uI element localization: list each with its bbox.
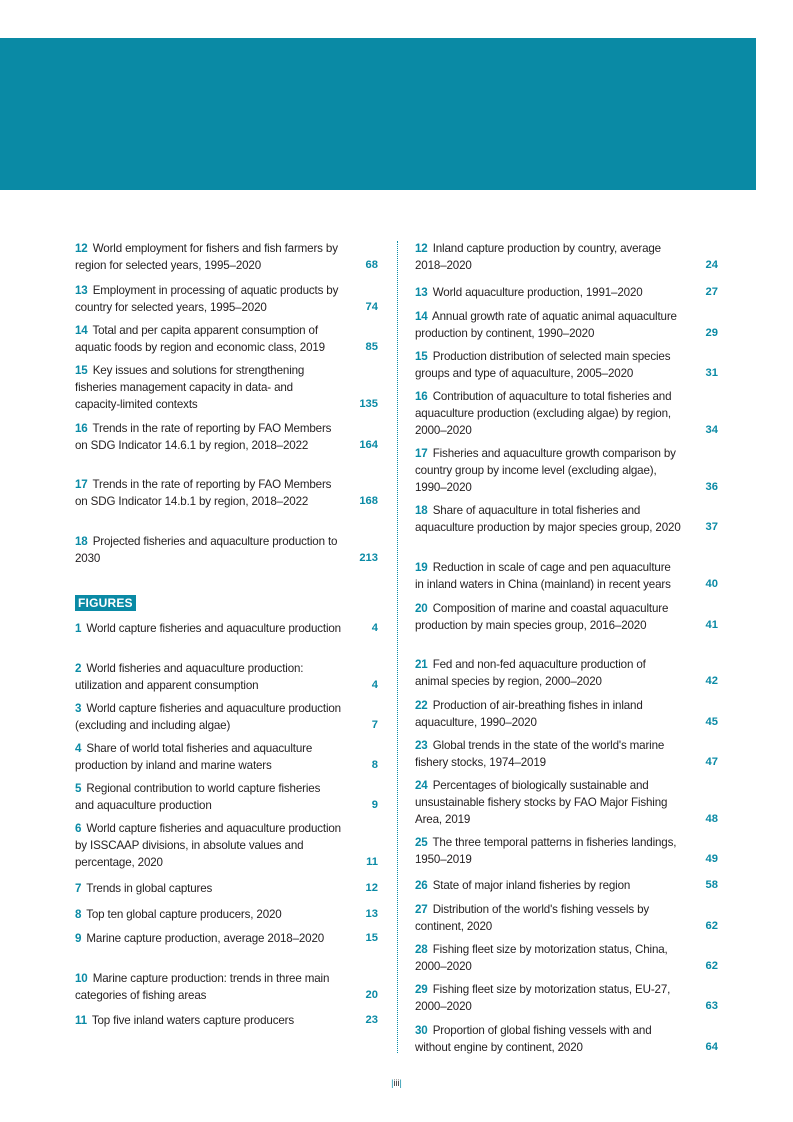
toc-entry-figure-18[interactable] xyxy=(415,502,718,536)
entry-title: The three temporal patterns in fisheries landings, 1950–2019 xyxy=(415,836,677,866)
entry-title: Projected fisheries and aquaculture production to 2030 xyxy=(75,535,338,565)
entry-title: Share of aquaculture in total fisheries and aquaculture production by major species group, 2020 xyxy=(415,504,681,534)
toc-entry-table-17[interactable] xyxy=(75,476,378,510)
toc-entry-figure-19[interactable] xyxy=(415,559,718,593)
entry-title: Production of air-breathing fishes in inland aquaculture, 1990–2020 xyxy=(415,699,643,729)
entry-title: World employment for fishers and fish farmers by region for selected years, 1995–2020 xyxy=(75,242,338,272)
toc-entry-figure-3[interactable] xyxy=(75,700,378,734)
entry-title: Regional contribution to world capture fisheries and aquaculture production xyxy=(75,782,321,812)
header-banner xyxy=(0,38,756,190)
toc-entry-figure-14[interactable] xyxy=(415,308,718,342)
entry-title: World capture fisheries and aquaculture production xyxy=(86,622,341,635)
entry-title: Marine capture production: trends in three main categories of fishing areas xyxy=(75,972,330,1002)
entry-page: 85 xyxy=(365,341,378,353)
entry-number: 12 xyxy=(415,242,428,255)
entry-page: 64 xyxy=(705,1041,718,1053)
entry-title: Key issues and solutions for strengthening fisheries management capacity in data- and capacity-limited contexts xyxy=(75,364,305,411)
toc-entry-table-18[interactable] xyxy=(75,533,378,567)
entry-page: 74 xyxy=(365,301,378,313)
entry-page: 41 xyxy=(705,619,718,631)
entry-page: 62 xyxy=(705,960,718,972)
entry-number: 18 xyxy=(75,535,88,548)
entry-title: Annual growth rate of aquatic animal aquaculture production by continent, 1990–2020 xyxy=(415,310,677,340)
entry-title: World aquaculture production, 1991–2020 xyxy=(432,286,643,299)
entry-number: 15 xyxy=(415,350,428,363)
entry-title: Employment in processing of aquatic products by country for selected years, 1995–2020 xyxy=(75,284,339,314)
entry-number: 4 xyxy=(75,742,82,755)
toc-entry-figure-22[interactable] xyxy=(415,697,718,731)
entry-title: Production distribution of selected main species groups and type of aquaculture, 2005–2020 xyxy=(415,350,671,380)
entry-number: 2 xyxy=(75,662,82,675)
entry-title: Trends in the rate of reporting by FAO Members on SDG Indicator 14.b.1 by region, 2018–2022 xyxy=(75,478,332,508)
entry-title: Composition of marine and coastal aquaculture production by main species group, 2016–2020 xyxy=(415,602,669,632)
entry-number: 16 xyxy=(415,390,428,403)
toc-entry-figure-25[interactable] xyxy=(415,834,718,868)
entry-page: 40 xyxy=(705,578,718,590)
entry-number: 8 xyxy=(75,908,82,921)
entry-page: 48 xyxy=(705,813,718,825)
entry-page: 213 xyxy=(359,552,378,564)
entry-page: 13 xyxy=(365,908,378,920)
toc-entry-figure-23[interactable] xyxy=(415,737,718,771)
entry-title: Share of world total fisheries and aquaculture production by inland and marine waters xyxy=(75,742,313,772)
entry-page: 7 xyxy=(371,719,378,731)
toc-entry-figure-29[interactable] xyxy=(415,981,718,1015)
entry-number: 28 xyxy=(415,943,428,956)
toc-entry-table-14[interactable] xyxy=(75,322,378,356)
entry-number: 10 xyxy=(75,972,88,985)
entry-title: Top ten global capture producers, 2020 xyxy=(86,908,282,921)
toc-entry-figure-13[interactable] xyxy=(415,284,718,301)
entry-page: 31 xyxy=(705,367,718,379)
toc-entry-figure-20[interactable] xyxy=(415,600,718,634)
page-footer xyxy=(0,1077,793,1089)
footer-bar-right: | xyxy=(399,1078,402,1088)
column-divider xyxy=(397,241,398,1053)
entry-page: 164 xyxy=(359,439,378,451)
entry-number: 3 xyxy=(75,702,82,715)
page-number: iii xyxy=(393,1078,400,1088)
entry-title: Reduction in scale of cage and pen aquaculture in inland waters in China (mainland) in recent years xyxy=(415,561,671,591)
entry-page: 27 xyxy=(705,286,718,298)
entry-page: 23 xyxy=(365,1014,378,1026)
entry-page: 11 xyxy=(366,856,378,868)
toc-entry-figure-24[interactable] xyxy=(415,777,718,828)
entry-number: 17 xyxy=(75,478,88,491)
entry-title: Fisheries and aquaculture growth comparison by country group by income level (excluding algae), 1990–2020 xyxy=(415,447,676,494)
toc-entry-figure-15[interactable] xyxy=(415,348,718,382)
entry-number: 9 xyxy=(75,932,82,945)
entry-number: 29 xyxy=(415,983,428,996)
entry-number: 23 xyxy=(415,739,428,752)
entry-page: 4 xyxy=(371,622,378,634)
toc-entry-figure-28[interactable] xyxy=(415,941,718,975)
entry-page: 34 xyxy=(705,424,718,436)
entry-page: 49 xyxy=(705,853,718,865)
entry-page: 8 xyxy=(371,759,378,771)
entry-number: 1 xyxy=(75,622,82,635)
toc-entry-figure-1[interactable] xyxy=(75,620,378,637)
entry-title: World capture fisheries and aquaculture production by ISSCAAP divisions, in absolute values and percentage, 2020 xyxy=(75,822,341,869)
toc-entry-table-13[interactable] xyxy=(75,282,378,316)
entry-number: 25 xyxy=(415,836,428,849)
entry-title: World capture fisheries and aquaculture production (excluding and including algae) xyxy=(75,702,341,732)
entry-page: 4 xyxy=(371,679,378,691)
toc-entry-figure-7[interactable] xyxy=(75,880,378,897)
entry-title: Proportion of global fishing vessels with and without engine by continent, 2020 xyxy=(415,1024,652,1054)
entry-title: World fisheries and aquaculture production: utilization and apparent consumption xyxy=(75,662,304,692)
entry-title: Marine capture production, average 2018–2020 xyxy=(86,932,325,945)
entry-number: 15 xyxy=(75,364,88,377)
toc-entry-figure-16[interactable] xyxy=(415,388,718,439)
entry-page: 9 xyxy=(371,799,378,811)
entry-number: 11 xyxy=(75,1014,87,1027)
entry-title: Total and per capita apparent consumption of aquatic foods by region and economic class, 2019 xyxy=(75,324,325,354)
section-heading-figures: FIGURES xyxy=(75,595,136,611)
entry-page: 47 xyxy=(705,756,718,768)
entry-page: 168 xyxy=(359,495,378,507)
toc-entry-table-16[interactable] xyxy=(75,420,378,454)
entry-page: 29 xyxy=(705,327,718,339)
toc-entry-figure-27[interactable] xyxy=(415,901,718,935)
entry-page: 68 xyxy=(365,259,378,271)
entry-number: 6 xyxy=(75,822,82,835)
toc-entry-figure-12[interactable] xyxy=(415,240,718,274)
entry-number: 21 xyxy=(415,658,428,671)
entry-page: 20 xyxy=(365,989,378,1001)
toc-entry-figure-5[interactable] xyxy=(75,780,378,814)
entry-title: Contribution of aquaculture to total fisheries and aquaculture production (excluding algae) by region, 2000–2020 xyxy=(415,390,672,437)
entry-number: 7 xyxy=(75,882,82,895)
entry-number: 24 xyxy=(415,779,428,792)
entry-number: 14 xyxy=(75,324,88,337)
entry-page: 15 xyxy=(365,932,378,944)
entry-page: 12 xyxy=(365,882,378,894)
entry-title: Global trends in the state of the world's marine fishery stocks, 1974–2019 xyxy=(415,739,665,769)
toc-entry-table-12[interactable] xyxy=(75,240,378,274)
entry-title: Trends in the rate of reporting by FAO Members on SDG Indicator 14.6.1 by region, 2018–2022 xyxy=(75,422,332,452)
entry-number: 14 xyxy=(415,310,428,323)
entry-page: 63 xyxy=(705,1000,718,1012)
entry-title: Top five inland waters capture producers xyxy=(91,1014,294,1027)
toc-entry-figure-8[interactable] xyxy=(75,906,378,923)
toc-entry-figure-9[interactable] xyxy=(75,930,378,947)
toc-entry-figure-17[interactable] xyxy=(415,445,718,496)
entry-number: 20 xyxy=(415,602,428,615)
entry-number: 22 xyxy=(415,699,428,712)
entry-number: 26 xyxy=(415,879,428,892)
entry-page: 36 xyxy=(705,481,718,493)
entry-number: 5 xyxy=(75,782,82,795)
entry-number: 27 xyxy=(415,903,428,916)
toc-entry-figure-11[interactable] xyxy=(75,1012,378,1029)
entry-title: Inland capture production by country, average 2018–2020 xyxy=(415,242,661,272)
entry-page: 62 xyxy=(705,920,718,932)
entry-page: 42 xyxy=(705,675,718,687)
entry-number: 13 xyxy=(75,284,88,297)
entry-title: Distribution of the world's fishing vessels by continent, 2020 xyxy=(415,903,650,933)
entry-page: 135 xyxy=(359,398,378,410)
entry-number: 18 xyxy=(415,504,428,517)
entry-page: 37 xyxy=(705,521,718,533)
entry-title: Fishing fleet size by motorization status, EU-27, 2000–2020 xyxy=(415,983,671,1013)
toc-entry-figure-2[interactable] xyxy=(75,660,378,694)
entry-number: 16 xyxy=(75,422,88,435)
entry-title: State of major inland fisheries by region xyxy=(432,879,631,892)
entry-number: 12 xyxy=(75,242,88,255)
footer-bar-left: | xyxy=(391,1078,394,1088)
toc-entry-table-15[interactable] xyxy=(75,362,378,413)
toc-entry-figure-4[interactable] xyxy=(75,740,378,774)
entry-page: 45 xyxy=(705,716,718,728)
entry-number: 13 xyxy=(415,286,428,299)
entry-title: Percentages of biologically sustainable and unsustainable fishery stocks by FAO Major Fishing Area, 2019 xyxy=(415,779,668,826)
entry-number: 19 xyxy=(415,561,428,574)
entry-number: 17 xyxy=(415,447,428,460)
entry-page: 24 xyxy=(705,259,718,271)
entry-page: 58 xyxy=(705,879,718,891)
toc-entry-figure-6[interactable] xyxy=(75,820,378,871)
toc-entry-figure-10[interactable] xyxy=(75,970,378,1004)
entry-title: Fishing fleet size by motorization status, China, 2000–2020 xyxy=(415,943,668,973)
toc-entry-figure-30[interactable] xyxy=(415,1022,718,1056)
entry-number: 30 xyxy=(415,1024,428,1037)
entry-title: Trends in global captures xyxy=(86,882,213,895)
toc-entry-figure-26[interactable] xyxy=(415,877,718,894)
toc-entry-figure-21[interactable] xyxy=(415,656,718,690)
entry-title: Fed and non-fed aquaculture production of animal species by region, 2000–2020 xyxy=(415,658,646,688)
